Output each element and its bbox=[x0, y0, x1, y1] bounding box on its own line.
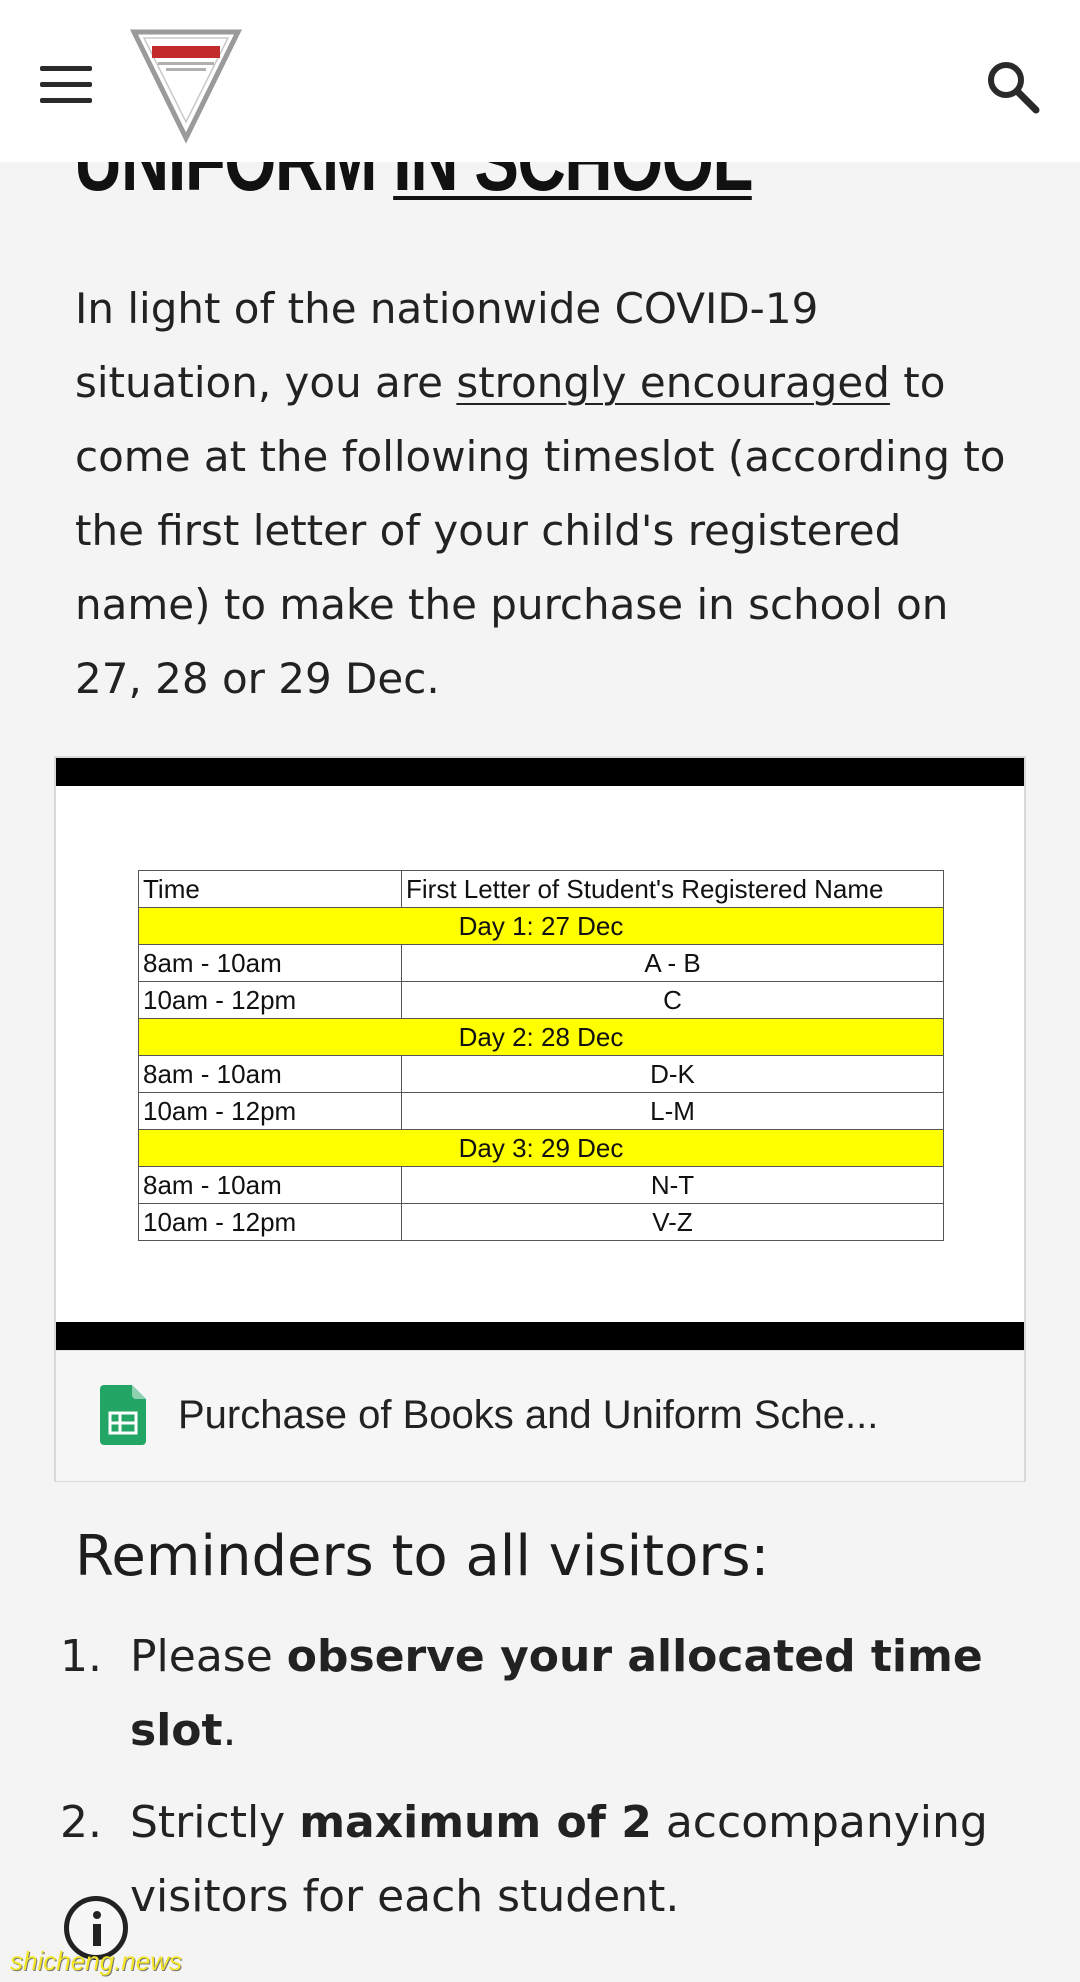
schedule-table bbox=[138, 870, 944, 1241]
intro-text-before: In light of the nationwide COVID-19 situation, you are bbox=[75, 284, 819, 407]
table-row bbox=[139, 1167, 944, 1204]
letters-cell: L-M bbox=[402, 1093, 944, 1130]
table-row bbox=[139, 982, 944, 1019]
intro-text-after: to come at the following timeslot (according to the first letter of your child's registered name) to make the purchase in school on 27, 28 or 29 Dec. bbox=[75, 358, 1006, 703]
schedule-embed[interactable] bbox=[54, 756, 1026, 1482]
watermark-text: shicheng.news bbox=[10, 1946, 182, 1976]
letters-cell: D-K bbox=[402, 1056, 944, 1093]
intro-paragraph bbox=[75, 272, 1015, 716]
time-cell: 8am - 10am bbox=[139, 1167, 402, 1204]
letters-cell: V-Z bbox=[402, 1204, 944, 1241]
header-first-letter: First Letter of Student's Registered Name bbox=[402, 871, 944, 908]
reminder-text: . bbox=[222, 1705, 237, 1756]
embed-bottom-bar bbox=[56, 1322, 1024, 1350]
time-cell: 10am - 12pm bbox=[139, 982, 402, 1019]
table-row bbox=[139, 945, 944, 982]
day-label: Day 2: 28 Dec bbox=[139, 1019, 944, 1056]
top-bar bbox=[0, 0, 1080, 162]
table-row bbox=[139, 1204, 944, 1241]
letters-cell: N-T bbox=[402, 1167, 944, 1204]
table-header-row bbox=[139, 871, 944, 908]
reminder-text: Strictly bbox=[130, 1797, 300, 1848]
reminder-text: Please bbox=[130, 1631, 287, 1682]
letters-cell: C bbox=[402, 982, 944, 1019]
google-sheets-icon bbox=[100, 1385, 146, 1445]
list-number: 1. bbox=[60, 1631, 102, 1682]
letters-cell: A - B bbox=[402, 945, 944, 982]
sheet-file-link[interactable] bbox=[56, 1350, 1024, 1481]
strongly-encouraged-link[interactable]: strongly encouraged bbox=[456, 358, 890, 407]
day-label: Day 1: 27 Dec bbox=[139, 908, 944, 945]
reminder-text: accompanying visitors for each student. bbox=[130, 1797, 988, 1922]
reminder-bold-text: maximum of 2 bbox=[299, 1797, 652, 1848]
day-row bbox=[139, 1130, 944, 1167]
reminder-bold-text: observe your allocated time slot bbox=[130, 1631, 983, 1756]
list-item bbox=[60, 1786, 1020, 1934]
time-cell: 8am - 10am bbox=[139, 945, 402, 982]
time-cell: 10am - 12pm bbox=[139, 1093, 402, 1130]
day-row bbox=[139, 908, 944, 945]
hamburger-menu-icon[interactable] bbox=[40, 66, 92, 104]
table-row bbox=[139, 1093, 944, 1130]
sheet-file-title: Purchase of Books and Uniform Sche... bbox=[178, 1393, 879, 1437]
day-label: Day 3: 29 Dec bbox=[139, 1130, 944, 1167]
day-row bbox=[139, 1019, 944, 1056]
reminders-list bbox=[60, 1620, 1020, 1952]
embed-top-bar bbox=[56, 758, 1024, 786]
school-crest-logo[interactable] bbox=[130, 26, 242, 144]
table-row bbox=[139, 1056, 944, 1093]
header-time: Time bbox=[139, 871, 402, 908]
search-icon[interactable] bbox=[984, 58, 1042, 116]
list-item bbox=[60, 1620, 1020, 1768]
time-cell: 8am - 10am bbox=[139, 1056, 402, 1093]
list-number: 2. bbox=[60, 1797, 102, 1848]
time-cell: 10am - 12pm bbox=[139, 1204, 402, 1241]
reminders-title: Reminders to all visitors: bbox=[75, 1524, 770, 1589]
